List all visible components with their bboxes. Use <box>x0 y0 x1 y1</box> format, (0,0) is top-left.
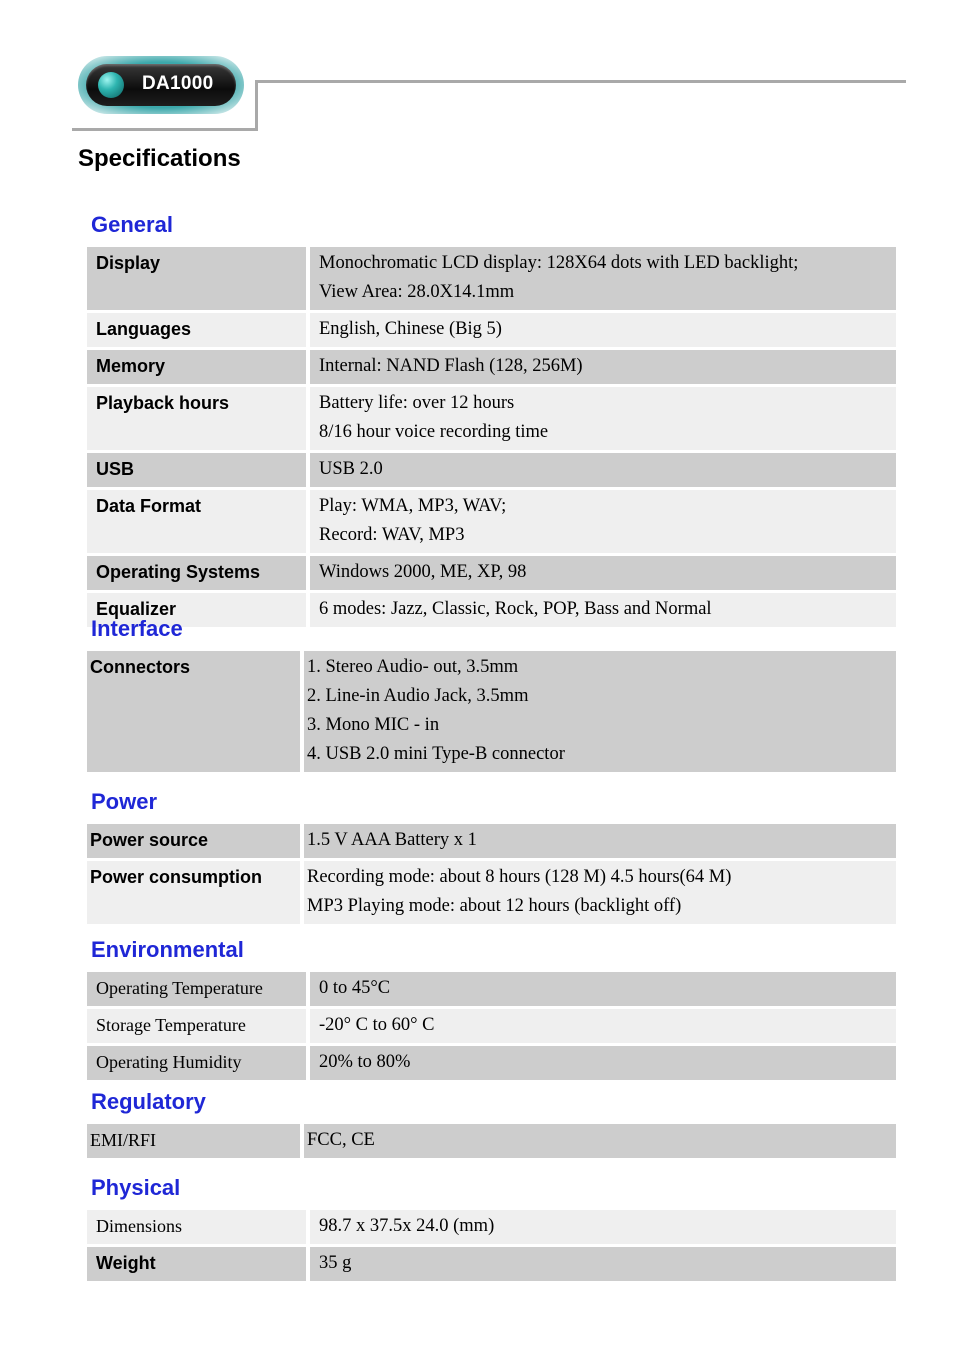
spec-key: Operating Systems <box>87 556 310 590</box>
model-badge-pill <box>86 64 236 106</box>
spec-key: Storage Temperature <box>87 1009 310 1043</box>
table-row <box>87 824 896 858</box>
spec-value: Internal: NAND Flash (128, 256M) <box>310 350 896 384</box>
spec-key: Connectors <box>87 651 304 772</box>
spec-value: USB 2.0 <box>310 453 896 487</box>
table-row <box>87 1046 896 1080</box>
table-row <box>87 1009 896 1043</box>
general-table <box>87 244 896 630</box>
spec-key: Operating Humidity <box>87 1046 310 1080</box>
physical-table <box>87 1207 896 1284</box>
section-title-regulatory: Regulatory <box>91 1089 206 1114</box>
regulatory-table <box>87 1121 896 1161</box>
header-rule-vertical <box>255 82 258 131</box>
model-badge-label: DA1000 <box>142 73 214 94</box>
teal-orb-icon <box>98 72 124 98</box>
section-title-interface: Interface <box>91 616 183 641</box>
spec-key: Display <box>87 247 310 310</box>
spec-key: Operating Temperature <box>87 972 310 1006</box>
spec-value: 20% to 80% <box>310 1046 896 1080</box>
model-badge <box>78 56 244 114</box>
table-row <box>87 247 896 310</box>
spec-key: Languages <box>87 313 310 347</box>
spec-key: Playback hours <box>87 387 310 450</box>
table-row <box>87 1247 896 1281</box>
table-row <box>87 350 896 384</box>
spec-value: Windows 2000, ME, XP, 98 <box>310 556 896 590</box>
table-row <box>87 972 896 1006</box>
table-row <box>87 387 896 450</box>
spec-key: Power source <box>87 824 304 858</box>
spec-value: 6 modes: Jazz, Classic, Rock, POP, Bass and Normal <box>310 593 896 627</box>
environmental-table <box>87 969 896 1083</box>
header-rule-left <box>72 128 258 131</box>
spec-value: English, Chinese (Big 5) <box>310 313 896 347</box>
spec-key: Weight <box>87 1247 310 1281</box>
interface-table <box>87 648 896 775</box>
spec-value: 0 to 45°C <box>310 972 896 1006</box>
spec-value: 35 g <box>310 1247 896 1281</box>
table-row <box>87 490 896 553</box>
spec-key: EMI/RFI <box>87 1124 304 1158</box>
spec-value: Play: WMA, MP3, WAV; Record: WAV, MP3 <box>310 490 896 553</box>
header-rule-right <box>255 80 906 83</box>
spec-value: FCC, CE <box>304 1124 896 1158</box>
spec-key: Power consumption <box>87 861 304 924</box>
spec-value: 1. Stereo Audio- out, 3.5mm 2. Line-in Audio Jack, 3.5mm 3. Mono MIC - in 4. USB 2.0 mini Type-B connector <box>304 651 896 772</box>
spec-key: Data Format <box>87 490 310 553</box>
power-table <box>87 821 896 927</box>
table-row <box>87 861 896 924</box>
table-row <box>87 556 896 590</box>
spec-value: -20° C to 60° C <box>310 1009 896 1043</box>
spec-value: 1.5 V AAA Battery x 1 <box>304 824 896 858</box>
table-row <box>87 453 896 487</box>
table-row <box>87 1124 896 1158</box>
section-title-general: General <box>91 212 173 237</box>
spec-value: Recording mode: about 8 hours (128 M) 4.5 hours(64 M) MP3 Playing mode: about 12 hours (backlight off) <box>304 861 896 924</box>
section-title-power: Power <box>91 789 158 814</box>
table-row <box>87 313 896 347</box>
spec-key: Dimensions <box>87 1210 310 1244</box>
spec-key: Equalizer <box>87 593 310 627</box>
section-title-physical: Physical <box>91 1175 181 1200</box>
page-title: Specifications <box>78 145 241 172</box>
spec-value: Monochromatic LCD display: 128X64 dots with LED backlight; View Area: 28.0X14.1mm <box>310 247 896 310</box>
spec-key: Memory <box>87 350 310 384</box>
spec-value: 98.7 x 37.5x 24.0 (mm) <box>310 1210 896 1244</box>
spec-key: USB <box>87 453 310 487</box>
table-row <box>87 593 896 627</box>
table-row <box>87 651 896 772</box>
section-title-environmental: Environmental <box>91 937 244 962</box>
spec-value: Battery life: over 12 hours 8/16 hour voice recording time <box>310 387 896 450</box>
table-row <box>87 1210 896 1244</box>
